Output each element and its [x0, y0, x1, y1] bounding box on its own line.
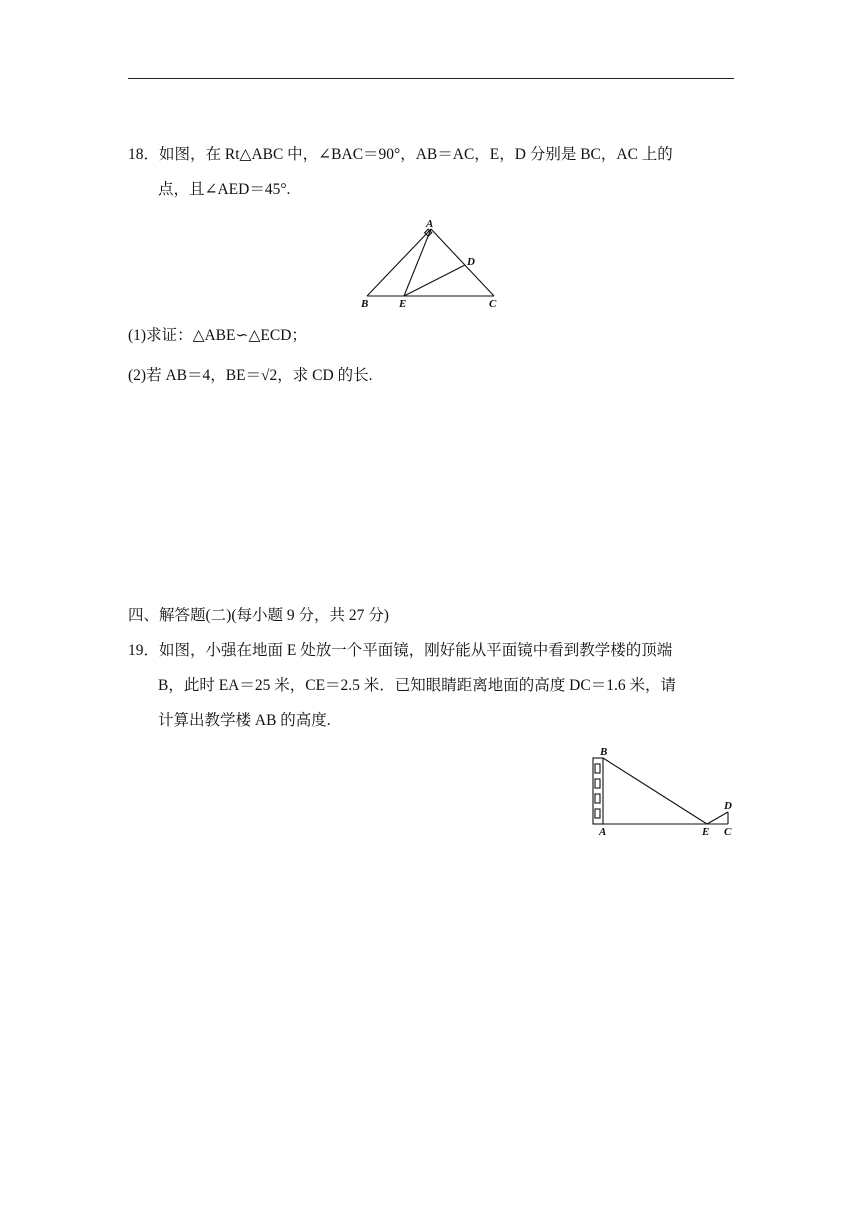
- label-a: A: [426, 218, 434, 230]
- window: [595, 764, 600, 773]
- label-c: C: [724, 826, 732, 838]
- q18-line2: 点，且∠AED＝45°.: [158, 181, 291, 198]
- window: [595, 779, 600, 788]
- q19-building-figure: [585, 742, 740, 842]
- segment-ed: [404, 265, 465, 296]
- label-d: D: [467, 256, 475, 268]
- q19-line2: B，此时 EA＝25 米，CE＝2.5 米．已知眼睛距离地面的高度 DC＝1.6 米，请: [158, 677, 676, 694]
- q19-line1: 19．如图，小强在地面 E 处放一个平面镜，刚好能从平面镜中看到教学楼的顶端: [128, 642, 673, 659]
- window: [595, 794, 600, 803]
- label-e: E: [399, 298, 407, 310]
- label-e: E: [702, 826, 710, 838]
- label-d: D: [724, 800, 732, 812]
- label-c: C: [489, 298, 497, 310]
- line-be: [603, 758, 707, 824]
- label-b: B: [361, 298, 369, 310]
- q18-part1: (1)求证：△ABE∽△ECD；: [128, 327, 307, 344]
- line-ed: [707, 812, 728, 824]
- label-a: A: [599, 826, 607, 838]
- window: [595, 809, 600, 818]
- section4-heading: 四、解答题(二)(每小题 9 分，共 27 分): [128, 607, 389, 624]
- q18-line1: 18．如图，在 Rt△ABC 中，∠BAC＝90°，AB＝AC，E，D 分别是 BC，AC 上的: [128, 146, 673, 163]
- label-b: B: [600, 746, 608, 758]
- side-ac: [431, 229, 494, 296]
- segment-ae: [404, 229, 431, 296]
- header-rule: [128, 78, 734, 79]
- q19-line3: 计算出教学楼 AB 的高度.: [158, 712, 331, 729]
- q18-part2: (2)若 AB＝4，BE＝√2，求 CD 的长.: [128, 367, 373, 384]
- q18-triangle-figure: [355, 215, 505, 310]
- side-ab: [367, 229, 431, 296]
